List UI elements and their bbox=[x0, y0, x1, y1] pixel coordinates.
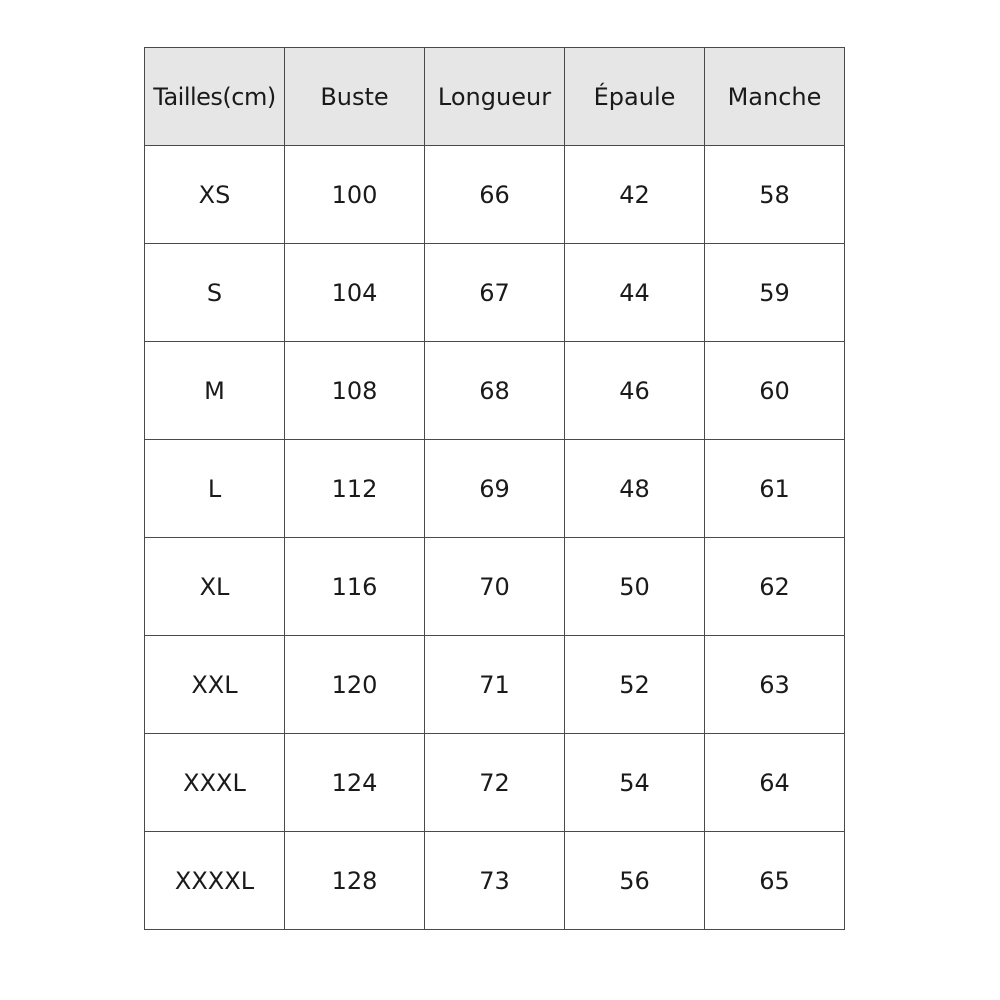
cell-length: 70 bbox=[425, 538, 565, 636]
cell-length: 73 bbox=[425, 832, 565, 930]
table-header bbox=[145, 48, 845, 146]
cell-bust: 120 bbox=[285, 636, 425, 734]
table-row bbox=[145, 146, 845, 244]
table-row bbox=[145, 636, 845, 734]
cell-size: XXL bbox=[145, 636, 285, 734]
cell-bust: 124 bbox=[285, 734, 425, 832]
cell-size: L bbox=[145, 440, 285, 538]
cell-bust: 104 bbox=[285, 244, 425, 342]
cell-shoulder: 52 bbox=[565, 636, 705, 734]
cell-length: 66 bbox=[425, 146, 565, 244]
cell-size: XS bbox=[145, 146, 285, 244]
cell-bust: 108 bbox=[285, 342, 425, 440]
header-cell-sizes: Tailles(cm) bbox=[145, 48, 285, 146]
table-row bbox=[145, 832, 845, 930]
cell-length: 71 bbox=[425, 636, 565, 734]
cell-sleeve: 58 bbox=[705, 146, 845, 244]
cell-size: XXXXL bbox=[145, 832, 285, 930]
cell-length: 72 bbox=[425, 734, 565, 832]
cell-length: 67 bbox=[425, 244, 565, 342]
cell-size: S bbox=[145, 244, 285, 342]
cell-bust: 128 bbox=[285, 832, 425, 930]
cell-bust: 100 bbox=[285, 146, 425, 244]
header-cell-bust: Buste bbox=[285, 48, 425, 146]
cell-shoulder: 56 bbox=[565, 832, 705, 930]
header-cell-sleeve: Manche bbox=[705, 48, 845, 146]
cell-sleeve: 60 bbox=[705, 342, 845, 440]
header-row bbox=[145, 48, 845, 146]
cell-shoulder: 48 bbox=[565, 440, 705, 538]
cell-size: M bbox=[145, 342, 285, 440]
cell-shoulder: 50 bbox=[565, 538, 705, 636]
table-row bbox=[145, 734, 845, 832]
table-row bbox=[145, 342, 845, 440]
size-chart-table bbox=[144, 47, 845, 930]
cell-shoulder: 44 bbox=[565, 244, 705, 342]
cell-sleeve: 65 bbox=[705, 832, 845, 930]
cell-shoulder: 54 bbox=[565, 734, 705, 832]
table-row bbox=[145, 244, 845, 342]
cell-sleeve: 59 bbox=[705, 244, 845, 342]
cell-size: XXXL bbox=[145, 734, 285, 832]
cell-size: XL bbox=[145, 538, 285, 636]
cell-sleeve: 64 bbox=[705, 734, 845, 832]
cell-shoulder: 42 bbox=[565, 146, 705, 244]
cell-length: 68 bbox=[425, 342, 565, 440]
cell-sleeve: 61 bbox=[705, 440, 845, 538]
cell-shoulder: 46 bbox=[565, 342, 705, 440]
table-row bbox=[145, 440, 845, 538]
cell-bust: 112 bbox=[285, 440, 425, 538]
cell-sleeve: 63 bbox=[705, 636, 845, 734]
cell-length: 69 bbox=[425, 440, 565, 538]
table-body bbox=[145, 146, 845, 930]
cell-bust: 116 bbox=[285, 538, 425, 636]
table-row bbox=[145, 538, 845, 636]
header-cell-length: Longueur bbox=[425, 48, 565, 146]
cell-sleeve: 62 bbox=[705, 538, 845, 636]
header-cell-shoulder: Épaule bbox=[565, 48, 705, 146]
